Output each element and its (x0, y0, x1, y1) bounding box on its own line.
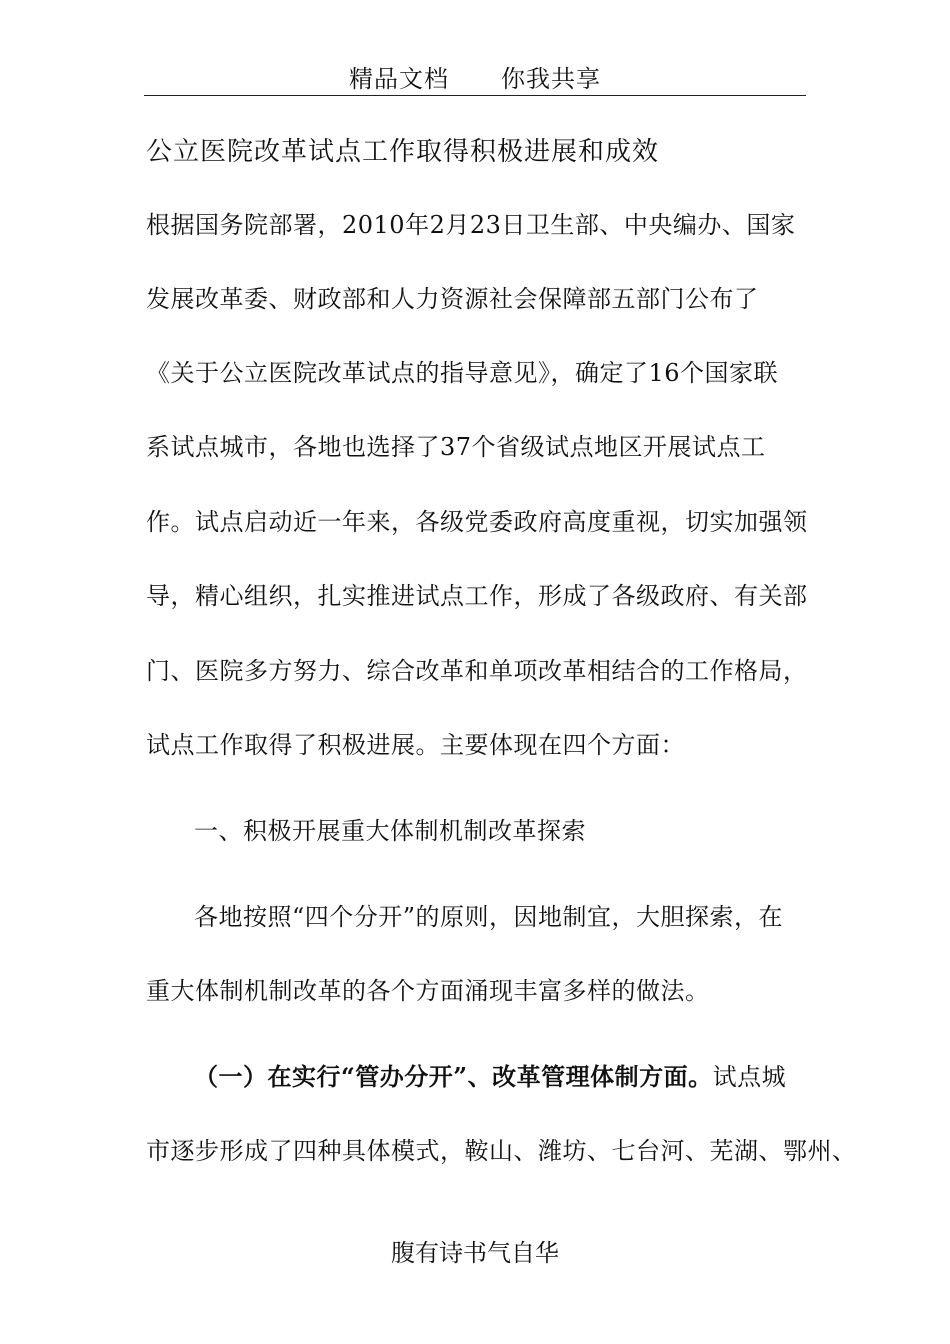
paragraph-line: 各地按照“四个分开”的原则，因地制宜，大胆探索，在 (194, 903, 784, 931)
page-header (0, 64, 950, 94)
paragraph-line: 根据国务院部署，2010年2月23日卫生部、中央编办、国家 (146, 211, 796, 239)
paragraph-line: 系试点城市，各地也选择了37个省级试点地区开展试点工 (146, 433, 766, 461)
subsection-heading-line (194, 1060, 858, 1094)
paragraph-line: 市逐步形成了四种具体模式，鞍山、潍坊、七台河、芜湖、鄂州、 (146, 1137, 857, 1165)
subsection-heading: （一）在实行“管办分开”、改革管理体制方面。 (194, 1062, 713, 1091)
header-left-text: 精品文档 (349, 65, 449, 93)
header-right-text: 你我共享 (501, 65, 601, 93)
document-title: 公立医院改革试点工作取得积极进展和成效 (146, 137, 660, 167)
header-divider (144, 95, 806, 96)
paragraph-line: 导，精心组织，扎实推进试点工作，形成了各级政府、有关部 (146, 582, 808, 610)
page-footer: 腹有诗书气自华 (391, 1239, 559, 1267)
section-heading: 一、积极开展重大体制机制改革探索 (194, 817, 586, 845)
paragraph-line: 门、医院多方努力、综合改革和单项改革相结合的工作格局， (146, 657, 808, 685)
paragraph-line: 发展改革委、财政部和人力资源社会保障部五部门公布了 (146, 285, 759, 313)
paragraph-line: 重大体制机制改革的各个方面涌现丰富多样的做法。 (146, 977, 710, 1005)
subsection-text: 试点城 (712, 1063, 787, 1091)
paragraph-line: 《关于公立医院改革试点的指导意见》，确定了16个国家联 (146, 359, 779, 387)
paragraph-line: 试点工作取得了积极进展。主要体现在四个方面： (146, 731, 685, 759)
paragraph-line: 作。试点启动近一年来，各级党委政府高度重视，切实加强领 (146, 508, 808, 536)
